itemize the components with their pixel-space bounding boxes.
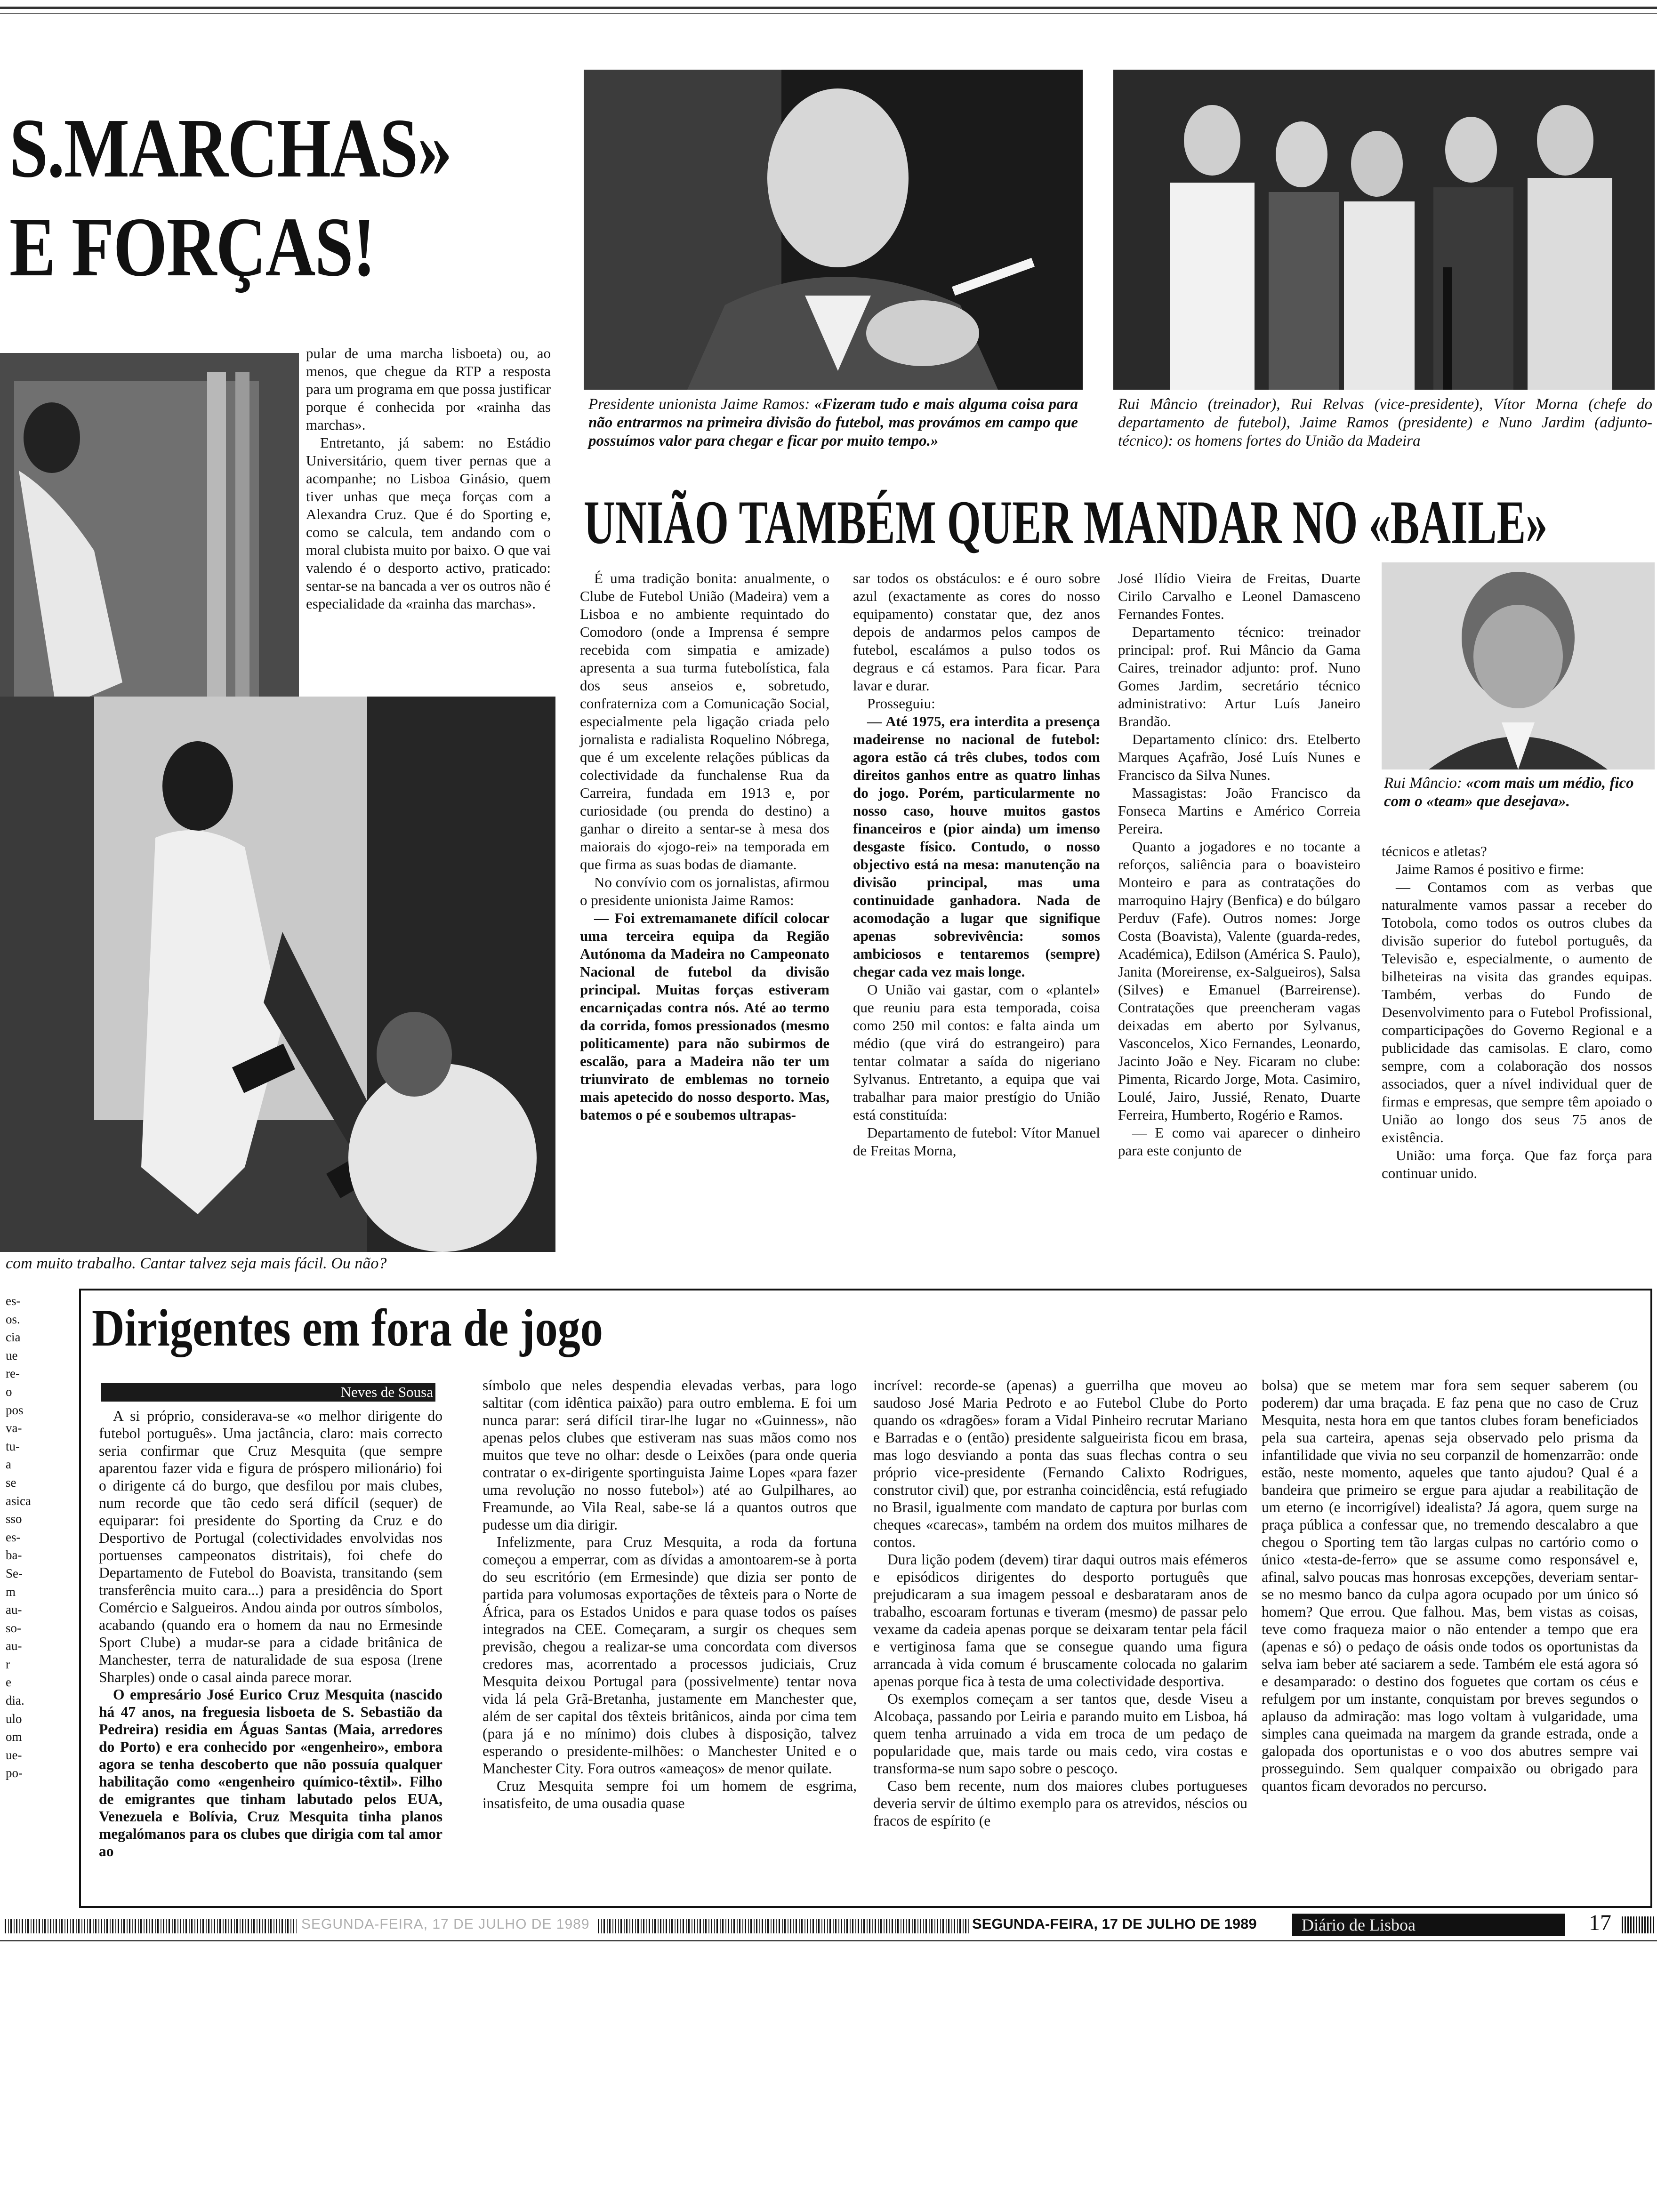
- fragment-line: re-: [6, 1366, 20, 1381]
- footer-mirrored-date: SEGUNDA-FEIRA, 17 DE JULHO DE 1989: [301, 1916, 590, 1932]
- fragment-line: se: [6, 1475, 16, 1490]
- fragment-line: r: [6, 1657, 10, 1671]
- top-border-thin: [0, 13, 1657, 14]
- uniao-col2-paragraph: sar todos os obstáculos: e é ouro sobre azul (exactamente as cores do nosso equipamento) constatar que, dez anos depois de andarmos pelos campos de futebol, escalámos a pulso todos os degraus e cá estamos. Para ficar. Para lavar e durar.: [853, 570, 1100, 694]
- dirigentes-col2-paragraph: Cruz Mesquita sempre foi um homem de esgrima, insatisfeito, de uma ousadia quase: [483, 1778, 857, 1811]
- dirigentes-column-2: [483, 1377, 857, 1812]
- ramos-photo-art: [584, 70, 1083, 390]
- fragment-line: m: [6, 1584, 16, 1599]
- ramos-caption: [588, 395, 1078, 450]
- marchas-headline-line2: E FORÇAS!: [9, 200, 375, 294]
- fragment-line: po-: [6, 1766, 23, 1780]
- footer-date: SEGUNDA-FEIRA, 17 DE JULHO DE 1989: [972, 1915, 1257, 1932]
- marchas-headline-line1: S.MARCHAS»: [9, 101, 451, 195]
- dirigentes-headline: Dirigentes em fora de jogo: [92, 1299, 603, 1357]
- uniao-col3-paragraph: Massagistas: João Francisco da Fonseca Martins e Américo Correia Pereira.: [1118, 785, 1360, 837]
- fragment-line: va-: [6, 1421, 22, 1435]
- dirigentes-col1-paragraph: O empresário José Eurico Cruz Mesquita (nascido há 47 anos, na freguesia lisboeta de S. Sebastião da Pedreira) residia em Águas Santas (Maia, arredores do Porto) e era conhecido por «engenheiro», embora agora se tenha descoberto que não possuía qualquer habilitação como «engenheiro químico-têxtil». Filho de emigrantes que tinham labutado pelos EUA, Venezuela e Bolívia, Cruz Mesquita tinha planos megalómanos para os clubes que dirigia com tal amor ao: [99, 1686, 442, 1859]
- dirigentes-col2-paragraph: Infelizmente, para Cruz Mesquita, a roda da fortuna começou a emperrar, com as dívidas a amontoarem-se à porta do seu escritório (em Ermesinde) que dizia ser ponto de partida para volumosas exportações de têxteis para o Norte de África, para os Estados Unidos e para quase todos os países integrados na CEE. Começaram, a surgir os cheques sem previsão, chegou a realizar-se uma concordata com diversos credores mas, acorrentado a processos judiciais, Cruz Mesquita deixou Portugal para (possivelmente) tentar nova vida lá pela Grã-Bretanha, justamente em Manchester que, além de ser capital dos têxteis britânicos, ainda por cima tem (para já e no mínimo) dois clubes à disposição, talvez esperando o presidente-milhões: o Manchester United e o Manchester City. Fora outros «ameaços» de menor quilate.: [483, 1534, 857, 1777]
- uniao-col1-paragraph: — Foi extremamanete difícil colocar uma terceira equipa da Região Autónoma da Madeira no Campeonato Nacional de futebol da divisão principal. Muitas forças estiveram encarniçadas contra nós. Até ao termo da corrida, fomos pressionados (mesmo politicamente) para não subirmos de escalão, para a Madeira não ter um triunvirato de emblemas no torneio mais apetecido do nosso desporto. Mas, batemos o pé e soubemos ultrapas-: [580, 910, 829, 1123]
- uniao-column-1: [580, 569, 829, 1124]
- dirigentes-col3-paragraph: Os exemplos começam a ser tantos que, desde Viseu a Alcobaça, passando por Leiria e parando muito em Lisboa, há quem tenha arruinado a vida em troca de um pedaço de popularidade que, mais tarde ou mais cedo, vira costas e transforma-se num sapo sobre o pescoço.: [873, 1691, 1247, 1777]
- uniao-col3-paragraph: Departamento clínico: drs. Etelberto Marques Açafrão, José Luís Nunes e Francisco da Silva Nunes.: [1118, 731, 1360, 783]
- footer-barcode-left: [5, 1919, 297, 1933]
- group-photo: [1113, 70, 1655, 390]
- fragment-line: es-: [6, 1294, 21, 1308]
- fragment-line: ue-: [6, 1747, 22, 1762]
- dirigentes-col3-paragraph: Dura lição podem (devem) tirar daqui outros mais efémeros e episódicos dirigentes do desporto português que prejudicaram a sua imagem pessoal e desbarataram anos de trabalho, escoaram fortunas e tiveram (mesmo) de passar pelo vexame da cadeia apenas porque se deixaram tentar pela fácil e vertiginosa fama que se consegue quando uma figura arrancada à vida comum é bruscamente colocada no galarim apenas porque fica à testa de uma colectividade desportiva.: [873, 1551, 1247, 1690]
- fragment-line: tu-: [6, 1439, 20, 1453]
- dirigentes-byline: Neves de Sousa: [340, 1384, 433, 1400]
- uniao-col4-paragraph: técnicos e atletas?: [1382, 843, 1487, 859]
- left-edge-fragments: [6, 1292, 43, 1782]
- fragment-line: sso: [6, 1512, 22, 1526]
- uniao-col2-paragraph: — Até 1975, era interdita a presença madeirense no nacional de futebol: agora estão cá três clubes, todos com direitos ganhos entre as quatro linhas do jogo. Porém, particularmente no nosso caso, houve muitos gastos financeiros e (pior ainda) um imenso desgaste físico. Contudo, o nosso objectivo está na mesa: manutenção na divisão principal, mas uma continuidade ganhadora. Nada de acomodação a lugar que signifique apenas sobrevivência: somos ambiciosos e tentaremos (sempre) chegar cada vez mais longe.: [853, 713, 1100, 980]
- uniao-column-2: [853, 569, 1100, 1160]
- uniao-col3-paragraph: — E como vai aparecer o dinheiro para este conjunto de: [1118, 1124, 1360, 1159]
- dirigentes-column-3: [873, 1377, 1247, 1829]
- mancio-caption: [1384, 774, 1652, 811]
- uniao-col1-paragraph: No convívio com os jornalistas, afirmou o presidente unionista Jaime Ramos:: [580, 874, 829, 908]
- marchas-article: [306, 345, 551, 613]
- uniao-col4-paragraph: União: uma força. Que faz força para continuar unido.: [1382, 1147, 1652, 1181]
- dirigentes-column-4: [1262, 1377, 1638, 1795]
- fragment-line: au-: [6, 1603, 22, 1617]
- dirigentes-col2-paragraph: símbolo que neles despendia elevadas verbas, para logo saltitar (com idêntica paixão) para outro emblema. E foi um nunca parar: será difícil tirar-lhe lugar no «Guinness», não apenas pelos clubes que estiveram nas suas mãos como nos muitos que teve no olhar: desde o Leixões (para onde queria contratar o ex-dirigente sportinguista Jaime Lopes «para fazer uma revolução no nosso futebol») até ao Gulpilhares, ao Freamunde, ao Vila Real, sabe-se lá a quantos outros que pudesse um dia dirigir.: [483, 1377, 857, 1533]
- marchas-paragraph: pular de uma marcha lisboeta) ou, ao menos, que chegue da RTP a resposta para um programa em que possa justificar porque é conhecida por «rainha das marchas».: [306, 345, 551, 433]
- dancer-photo-bottom: [0, 697, 555, 1252]
- fragment-line: so-: [6, 1620, 21, 1635]
- footer-masthead: Diário de Lisboa: [1302, 1915, 1416, 1934]
- fragment-line: cia: [6, 1330, 21, 1345]
- group-photo-art: [1113, 70, 1655, 390]
- top-border: [0, 7, 1657, 9]
- footer-rule: [0, 1940, 1657, 1941]
- footer-page-number: 17: [1589, 1910, 1611, 1935]
- fragment-line: o: [6, 1384, 12, 1399]
- group-caption: Rui Mâncio (treinador), Rui Relvas (vice-presidente), Vítor Morna (chefe do departamento de futebol), Jaime Ramos (presidente) e Nuno Jardim (adjunto-técnico): os homens fortes do União da Madeira: [1118, 396, 1652, 449]
- fragment-line: os.: [6, 1312, 20, 1326]
- footer-barcode-right: [1622, 1916, 1655, 1933]
- dirigentes-column-1: [99, 1407, 442, 1860]
- uniao-col4-paragraph: — Contamos com as verbas que naturalmente vamos passar a receber do Totobola, como todos os outros clubes da divisão superior do futebol português, da Televisão e, especialmente, o aumento de bilheteiras na visita das grandes equipas. Também, verbas do Fundo de Desenvolvimento para o Futebol Profissional, comparticipações do Governo Regional e a publicidade das camisolas. E claro, como sempre, com a colaboração dos nossos associados, quer a nível individual quer de firmas e empresas, que sempre têm apoiado o União ao longo dos seus 75 anos de existência.: [1382, 879, 1652, 1146]
- uniao-column-4: [1382, 842, 1652, 1182]
- uniao-col4-paragraph: Jaime Ramos é positivo e firme:: [1396, 861, 1585, 877]
- uniao-col2-paragraph: Departamento de futebol: Vítor Manuel de Freitas Morna,: [853, 1124, 1100, 1159]
- ramos-caption-prefix: Presidente unionista Jaime Ramos:: [588, 396, 814, 413]
- uniao-col2-paragraph: O União vai gastar, com o «plantel» que reuniu para esta temporada, coisa como 250 mil contos: e falta ainda um médio (que virá do estrangeiro) para tentar colmatar a saída do nigeriano Sylvanus. Entretanto, a equipa que vai trabalhar para maior prestígio do União está constituída:: [853, 981, 1100, 1123]
- fragment-line: ue: [6, 1348, 18, 1362]
- fragment-line: om: [6, 1730, 22, 1744]
- uniao-col2-paragraph: Prosseguiu:: [867, 695, 935, 712]
- dirigentes-col1-paragraph: A si próprio, considerava-se «o melhor dirigente do futebol português». Uma jactância, claro: mais correcto seria confirmar que Cruz Mesquita (que sempre aparentou fazer vida e figura de próspero milionário) foi o dirigente cá do burgo, que desfilou por mais clubes, num recorde que tão cedo será difícil (sequer) de equiparar: foi presidente do Sporting da Cruz e do Desportivo de Portugal (colectividades envolvidas nos portuenses campeonatos distritais), foi chefe do Departamento de Futebol do Boavista, transitando (sem transferência muito cara...) para a presidência do Sport Comércio e Salgueiros. Andou ainda por outros símbolos, acabando (quando era o homem da nau no Ermesinde Sport Clube) a mudar-se para a cidade britânica de Manchester, terra de naturalidade de sua esposa (Irene Sharples) onde o casal ainda parece morar.: [99, 1408, 442, 1685]
- uniao-col1-paragraph: É uma tradição bonita: anualmente, o Clube de Futebol União (Madeira) vem a Lisboa e no ambiente requintado do Comodoro (onde a Imprensa é sempre recebida com simpatia e amizade) apresenta a sua turma futebolística, fala dos seus anseios e, sobretudo, confraterniza com a Comunicação Social, especialmente pela ligação criada pelo jornalista e radialista Roquelino Nóbrega, que é um excelente relações públicas da colectividade da funchalense Rua da Carreira, fundada em 1913 e, por curiosidade (ou prenda do destino) a ganhar o direito a sentar-se à mesa dos maiorais do «jogo-rei» na temporada em que firma as suas bodas de diamante.: [580, 570, 829, 873]
- ramos-caption-quote: «Fizeram tudo e mais alguma coisa para não entrarmos na primeira divisão do futebol, mas provámos em campo que possuímos valor para chegar e ficar por muito tempo.»: [588, 396, 1078, 449]
- fragment-line: au-: [6, 1639, 22, 1653]
- fragment-line: dia.: [6, 1693, 24, 1708]
- fragment-line: ba-: [6, 1548, 22, 1563]
- uniao-col3-paragraph: José Ilídio Vieira de Freitas, Duarte Cirilo Carvalho e Leonel Damasceno Fernandes Fontes.: [1118, 570, 1360, 622]
- fragment-line: pos: [6, 1403, 24, 1417]
- uniao-col3-paragraph: Departamento técnico: treinador principal: prof. Rui Mâncio da Gama Caires, treinador adjunto: prof. Nuno Gomes Jardim, secretário técnico administrativo: Artur Luís Janeiro Brandão.: [1118, 624, 1360, 729]
- fragment-line: ulo: [6, 1711, 22, 1726]
- uniao-column-3: [1118, 569, 1360, 1160]
- dirigentes-col4-paragraph: bolsa) que se metem mar fora sem sequer saberem (ou poderem) dar uma braçada. E faz pena que no caso de Cruz Mesquita, nesta hora em que tantos clubes foram beneficiados pela sua carteira, apenas seja observado pelo prisma da infantilidade que vivia no seu corpanzil de homenzarrão: onde estão, neste momento, aqueles que tanto ajudou? Qual é a bandeira que primeiro se ergue para ajudar a reabilitação de um eterno (e incorrigível) idealista? Já agora, quem surge na praça pública a confessar que, no tremendo descalabro a que chegou o Sporting tem tão largas culpas no cartório como o único «testa-de-ferro» que se assume como responsável e, afinal, salvo poucas mas honrosas excepções, deveriam sentar-se no mesmo banco da culpa agora ocupado por um único só homem? Que errou. Que falhou. Mas, bem vistas as coisas, teve como fraqueza maior o não entender a tempo que era (apenas e só) o pedaço de oásis onde todos os oportunistas da selva iam beber até saciarem a sede. Também ele está agora só e desamparado: o destino dos foguetes que cortam os céus e refulgem por um instante, conquistam por breves segundos o aplauso da admiração: mas logo voltam à vulgaridade, uma simples cana queimada na margem da grande estrada, onde a galopada dos oportunistas e o voo dos abutres sempre vai prosseguindo. Sem qualquer compaixão ou obrigado para quantos ficam devorados no percurso.: [1262, 1377, 1638, 1794]
- fragment-line: e: [6, 1675, 11, 1690]
- fragment-line: a: [6, 1457, 11, 1472]
- fragment-line: asica: [6, 1493, 31, 1508]
- mancio-caption-prefix: Rui Mâncio:: [1384, 775, 1466, 792]
- fragment-line: Se-: [6, 1566, 23, 1580]
- mancio-photo: [1382, 562, 1655, 769]
- mancio-caption-quote: «com mais um médio, fico com o «team» que desejava».: [1384, 775, 1634, 810]
- dancer-photo-caption: com muito trabalho. Cantar talvez seja mais fácil. Ou não?: [6, 1255, 387, 1272]
- uniao-headline: UNIÃO TAMBÉM QUER MANDAR NO «BAILE»: [584, 488, 1548, 557]
- marchas-paragraph: Entretanto, já sabem: no Estádio Universitário, quem tiver pernas que a acompanhe; no Lisboa Ginásio, quem tiver unhas que meça forças com a Alexandra Cruz. Que é do Sporting e, como se calcula, tem andando com o moral clubista muito por baixo. O que vai valendo é o desporto activo, praticado: sentar-se na bancada a ver os outros não é especialidade da «rainha das marchas».: [306, 434, 551, 612]
- dirigentes-col3-paragraph: incrível: recorde-se (apenas) a guerrilha que moveu ao saudoso José Maria Pedroto e ao Futebol Clube do Porto quando os «dragões» foram a Vidal Pinheiro recrutar Mariano e Barradas e o (então) presidente salgueirista ficou em brasa, mas logo desviando a ponta das suas flechas contra o seu próprio vice-presidente (Fernando Calixto Rodrigues, construtor civil) que, por estranha coincidência, está refugiado no Brasil, igualmente com mandato de captura por burlas com cheques «carecas», também na ordem dos muitos milhares de contos.: [873, 1377, 1247, 1550]
- fragment-line: es-: [6, 1530, 21, 1544]
- uniao-col3-paragraph: Quanto a jogadores e no tocante a reforços, saliência para o boavisteiro Monteiro e para as contratações do marroquino Hajry (Benfica) e do búlgaro Perduv (Fafe). Outros nomes: Jorge Costa (Boavista), Valente (guarda-redes, Académica), Edilson (América S. Paulo), Janita (Moreirense, ex-Salgueiros), Salsa (Silves) e Emanuel (Barreirense). Contratações que preencheram vagas deixadas em aberto por Sylvanus, Vasconcelos, Xico Fernandes, Leonardo, Jacinto João e Ney. Ficaram no clube: Pimenta, Ricardo Jorge, Mota. Casimiro, Loulé, Jairo, Jussié, Renato, Duarte Ferreira, Humberto, Rogério e Ramos.: [1118, 838, 1360, 1123]
- footer-barcode-mid: [598, 1919, 970, 1933]
- dirigentes-col3-paragraph: Caso bem recente, num dos maiores clubes portugueses deveria servir de último exemplo para os atrevidos, néscios ou fracos de espírito (e: [873, 1778, 1247, 1829]
- dancer-photo-bottom-art: [0, 697, 555, 1252]
- mancio-photo-art: [1382, 562, 1655, 769]
- ramos-photo: [584, 70, 1083, 390]
